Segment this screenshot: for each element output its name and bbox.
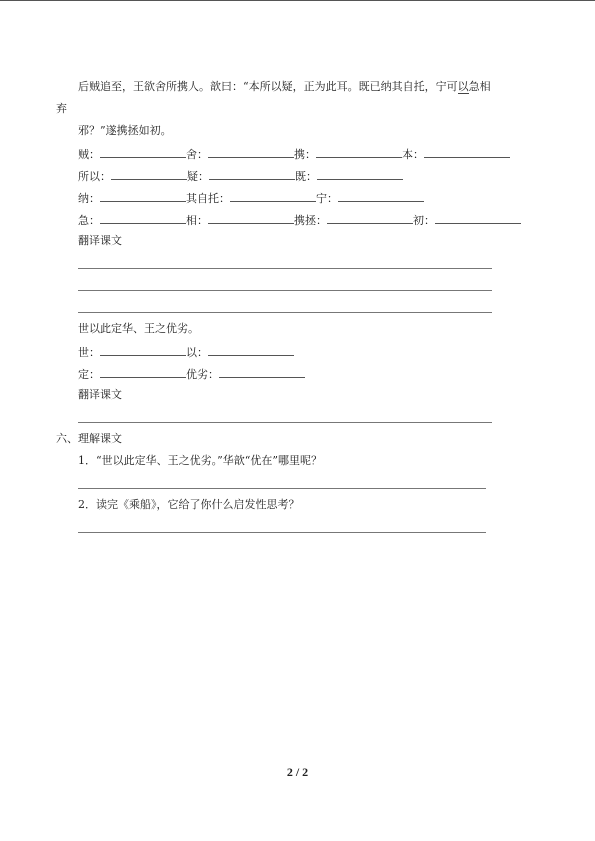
answer-line[interactable] <box>78 488 486 489</box>
question-1: 1．“世以此定华、王之优劣。”华歆“优在”哪里呢？ <box>78 454 322 467</box>
fill-blank[interactable] <box>111 168 187 180</box>
vocab-row <box>78 344 294 360</box>
fill-blank[interactable] <box>230 190 316 202</box>
fill-blank[interactable] <box>327 212 413 224</box>
fill-blank[interactable] <box>100 190 186 202</box>
underlined-char: 以 <box>457 80 469 93</box>
vocab-row <box>78 168 403 184</box>
passage-line-2: 弃 <box>56 102 67 115</box>
passage-text: 急相 <box>468 80 491 93</box>
vocab-label: 其自托： <box>186 192 230 205</box>
vocab-label: 纳： <box>78 192 100 205</box>
vocab-row <box>78 366 305 382</box>
answer-line[interactable] <box>78 268 492 269</box>
vocab-label: 舍： <box>186 148 208 161</box>
fill-blank[interactable] <box>219 366 305 378</box>
fill-blank[interactable] <box>338 190 424 202</box>
vocab-label: 急： <box>78 214 100 227</box>
vocab-label: 所以： <box>78 170 111 183</box>
vocab-label: 携拯： <box>294 214 327 227</box>
page-number: 2 / 2 <box>286 765 309 779</box>
fill-blank[interactable] <box>208 212 294 224</box>
vocab-label: 初： <box>413 214 435 227</box>
fill-blank[interactable] <box>424 146 510 158</box>
vocab-label: 定： <box>78 368 100 381</box>
translate-heading: 翻译课文 <box>78 234 122 247</box>
vocab-label: 疑： <box>187 170 209 183</box>
fill-blank[interactable] <box>435 212 521 224</box>
fill-blank[interactable] <box>100 146 186 158</box>
fill-blank[interactable] <box>100 344 186 356</box>
passage-line-3: 邪？”遂携拯如初。 <box>78 124 172 137</box>
fill-blank[interactable] <box>208 344 294 356</box>
vocab-label: 贼： <box>78 148 100 161</box>
fill-blank[interactable] <box>100 366 186 378</box>
fill-blank[interactable] <box>208 146 294 158</box>
answer-line[interactable] <box>78 422 492 423</box>
vocab-label: 以： <box>186 346 208 359</box>
question-2: 2．读完《乘船》，它给了你什么启发性思考？ <box>78 498 300 511</box>
fill-blank[interactable] <box>317 168 403 180</box>
vocab-row <box>78 146 510 162</box>
translate-heading: 翻译课文 <box>78 388 122 401</box>
vocab-label: 相： <box>186 214 208 227</box>
sentence-line: 世以此定华、王之优劣。 <box>78 322 199 335</box>
vocab-label: 优劣： <box>186 368 219 381</box>
vocab-label: 既： <box>295 170 317 183</box>
section-title: 六、理解课文 <box>56 432 122 445</box>
fill-blank[interactable] <box>316 146 402 158</box>
vocab-label: 世： <box>78 346 100 359</box>
answer-line[interactable] <box>78 290 492 291</box>
vocab-label: 本： <box>402 148 424 161</box>
vocab-label: 携： <box>294 148 316 161</box>
fill-blank[interactable] <box>209 168 295 180</box>
fill-blank[interactable] <box>100 212 186 224</box>
vocab-row <box>78 190 424 206</box>
vocab-row <box>78 212 521 228</box>
answer-line[interactable] <box>78 532 486 533</box>
passage-text: 后贼追至，王欲舍所携人。歆曰：“本所以疑，正为此耳。既已纳其自托，宁可 <box>78 80 458 93</box>
passage-line-1 <box>78 80 491 94</box>
vocab-label: 宁： <box>316 192 338 205</box>
answer-line[interactable] <box>78 312 492 313</box>
